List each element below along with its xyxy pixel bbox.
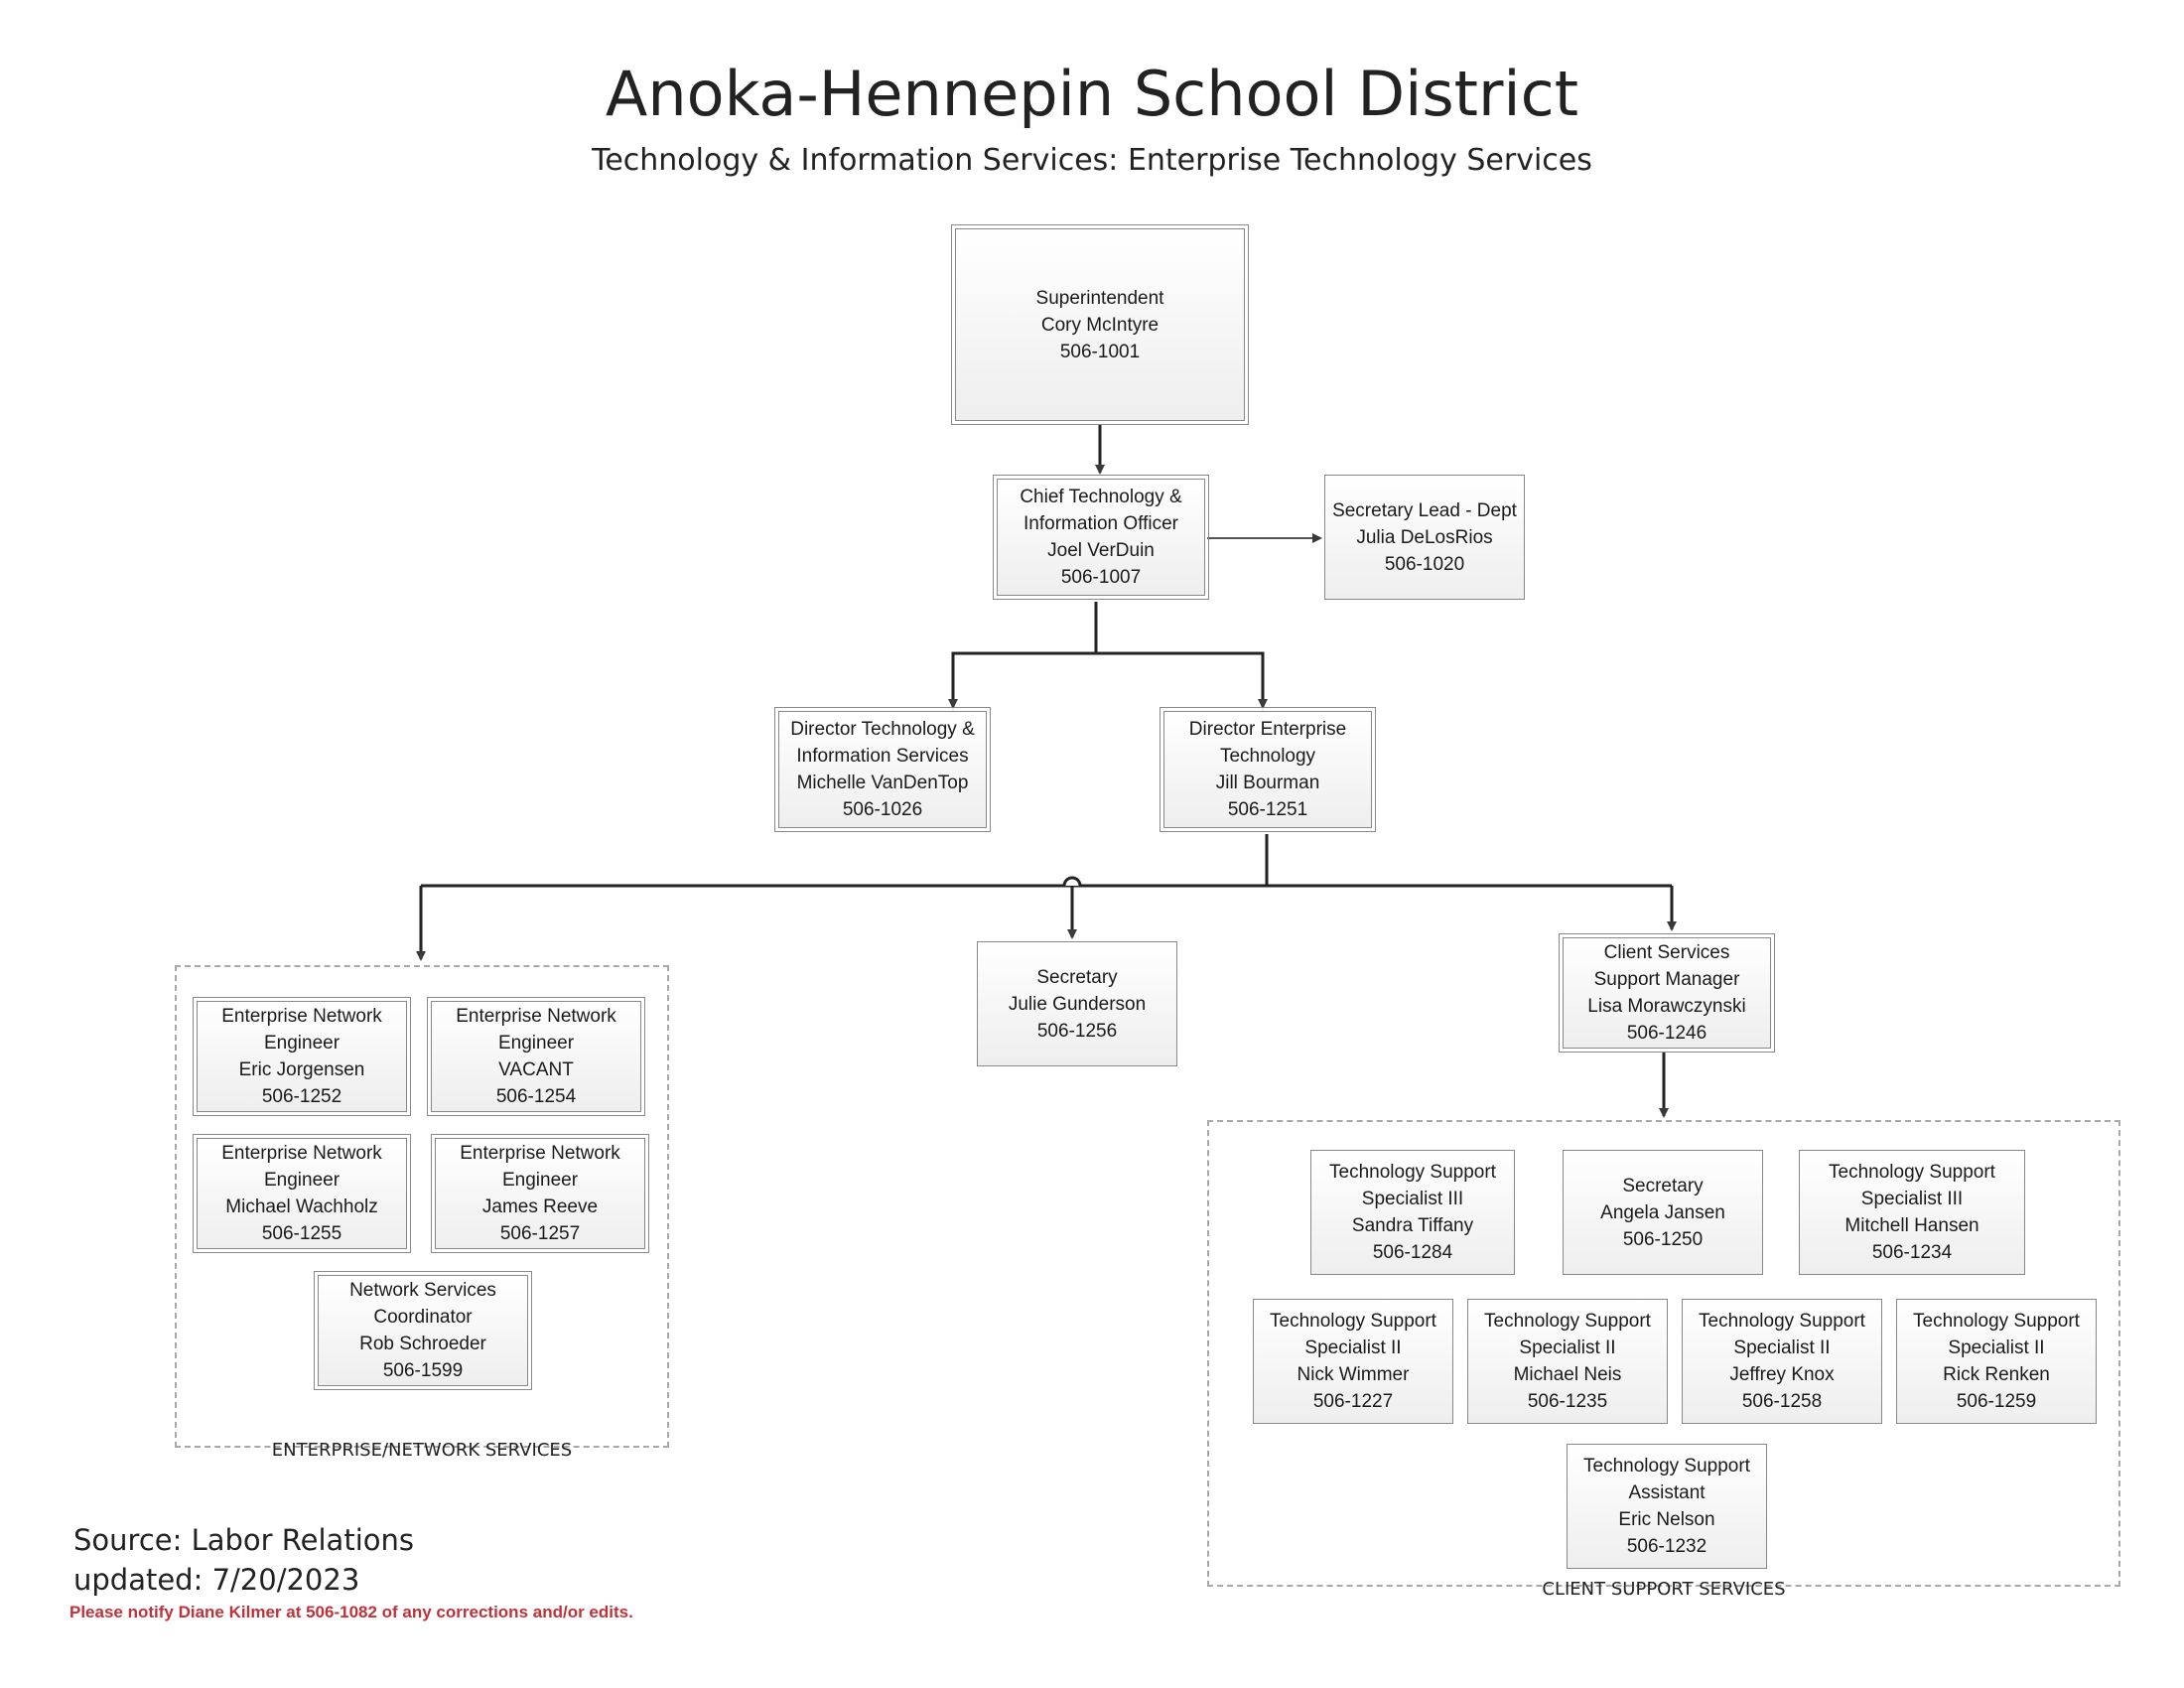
node-phone: 506-1599 — [382, 1360, 464, 1381]
node-director-et[interactable] — [1163, 711, 1372, 828]
node-phone: 506-1258 — [1741, 1391, 1823, 1412]
node-title: Technology Support — [1699, 1311, 1865, 1332]
node-title: Specialist II — [1733, 1337, 1831, 1358]
node-title: Information Services — [796, 746, 969, 767]
node-phone: 506-1252 — [261, 1086, 342, 1107]
node-title: Technology Support — [1270, 1311, 1436, 1332]
node-name: Rob Schroeder — [359, 1334, 486, 1354]
node-title: Secretary — [1036, 966, 1118, 988]
node-client-member[interactable] — [1799, 1150, 2025, 1275]
node-title: Engineer — [497, 1033, 575, 1054]
node-title: Technology Support — [1484, 1311, 1651, 1332]
node-client-member[interactable] — [1567, 1444, 1767, 1569]
node-title: Superintendent — [1035, 287, 1164, 309]
node-title: Specialist III — [1361, 1189, 1464, 1209]
node-name: Lisa Morawczynski — [1587, 996, 1746, 1017]
node-title: Support Manager — [1593, 969, 1740, 990]
node-name: VACANT — [498, 1059, 574, 1080]
node-phone: 506-1246 — [1626, 1023, 1707, 1044]
node-name: Jill Bourman — [1215, 773, 1320, 793]
node-phone: 506-1255 — [261, 1223, 342, 1244]
node-phone: 506-1020 — [1384, 553, 1465, 575]
node-title: Technology Support — [1583, 1456, 1750, 1477]
node-title: Technology Support — [1329, 1162, 1496, 1183]
node-phone: 506-1007 — [1060, 567, 1142, 588]
node-client-member[interactable] — [1310, 1150, 1515, 1275]
node-phone: 506-1284 — [1372, 1242, 1453, 1263]
node-phone: 506-1250 — [1622, 1228, 1704, 1250]
node-enterprise-member[interactable] — [435, 1138, 645, 1249]
node-name: James Reeve — [481, 1196, 599, 1217]
node-enterprise-member[interactable] — [197, 1001, 407, 1112]
node-phone: 506-1251 — [1227, 799, 1308, 820]
node-client-member[interactable] — [1563, 1150, 1763, 1275]
node-title: Enterprise Network — [221, 1143, 382, 1164]
node-title: Technology — [1219, 746, 1316, 767]
node-title: Technology Support — [1913, 1311, 2080, 1332]
client-group-label: CLIENT SUPPORT SERVICES — [1542, 1579, 1786, 1600]
node-phone: 506-1235 — [1527, 1391, 1608, 1412]
node-enterprise-member[interactable] — [318, 1275, 528, 1386]
node-phone: 506-1227 — [1312, 1391, 1394, 1412]
node-name: Cory McIntyre — [1040, 314, 1160, 336]
node-client-manager[interactable] — [1563, 937, 1771, 1049]
node-title: Secretary Lead - Dept — [1332, 499, 1517, 521]
node-name: Joel VerDuin — [1047, 540, 1155, 561]
node-title: Secretary — [1622, 1175, 1704, 1196]
node-title: Specialist II — [1519, 1337, 1616, 1358]
node-superintendent[interactable] — [955, 228, 1245, 421]
node-name: Angela Jansen — [1600, 1201, 1725, 1223]
connector-cio-director-et — [1096, 653, 1263, 707]
updated-date: updated: 7/20/2023 — [73, 1563, 360, 1597]
line-hop — [1064, 878, 1080, 886]
node-client-member[interactable] — [1467, 1299, 1668, 1424]
node-title: Coordinator — [373, 1307, 473, 1328]
node-enterprise-member[interactable] — [197, 1138, 407, 1249]
node-title: Enterprise Network — [460, 1143, 620, 1164]
node-name: Michelle VanDenTop — [796, 773, 969, 793]
node-title: Engineer — [263, 1033, 341, 1054]
node-name: Eric Nelson — [1618, 1509, 1715, 1530]
node-phone: 506-1234 — [1871, 1242, 1953, 1263]
node-name: Nick Wimmer — [1297, 1364, 1410, 1385]
node-title: Network Services — [349, 1280, 496, 1301]
node-name: Julie Gunderson — [1008, 993, 1147, 1015]
node-name: Rick Renken — [1943, 1364, 2050, 1385]
node-phone: 506-1257 — [499, 1223, 581, 1244]
node-title: Enterprise Network — [456, 1006, 616, 1027]
node-name: Eric Jorgensen — [238, 1059, 365, 1080]
node-title: Technology Support — [1829, 1162, 1995, 1183]
node-title: Director Technology & — [790, 719, 975, 740]
node-phone: 506-1001 — [1059, 341, 1141, 362]
node-client-member[interactable] — [1253, 1299, 1453, 1424]
node-title: Director Enterprise — [1188, 719, 1347, 740]
node-title: Client Services — [1603, 942, 1730, 963]
node-secretary-lead[interactable] — [1324, 475, 1525, 600]
node-phone: 506-1232 — [1626, 1536, 1707, 1557]
node-title: Information Officer — [1024, 513, 1178, 534]
node-name: Julia DeLosRios — [1356, 526, 1493, 548]
node-cio[interactable] — [997, 479, 1205, 596]
node-secretary-julie[interactable] — [977, 941, 1177, 1066]
node-phone: 506-1259 — [1956, 1391, 2037, 1412]
node-phone: 506-1254 — [495, 1086, 577, 1107]
node-client-member[interactable] — [1682, 1299, 1882, 1424]
node-title: Specialist II — [1948, 1337, 2045, 1358]
node-name: Michael Wachholz — [225, 1196, 378, 1217]
node-title: Engineer — [263, 1170, 341, 1191]
node-title: Assistant — [1628, 1482, 1706, 1503]
node-director-tis[interactable] — [778, 711, 987, 828]
node-phone: 506-1256 — [1036, 1020, 1118, 1042]
connector-cio-director-tis — [953, 602, 1096, 707]
node-name: Mitchell Hansen — [1844, 1215, 1979, 1236]
node-enterprise-member[interactable] — [431, 1001, 641, 1112]
node-phone: 506-1026 — [842, 799, 923, 820]
node-title: Specialist II — [1304, 1337, 1402, 1358]
node-name: Sandra Tiffany — [1351, 1215, 1474, 1236]
node-title: Chief Technology & — [1020, 487, 1182, 507]
page-subtitle: Technology & Information Services: Enterprise Technology Services — [592, 143, 1592, 178]
node-title: Engineer — [501, 1170, 579, 1191]
enterprise-group-label: ENTERPRISE/NETWORK SERVICES — [271, 1440, 573, 1461]
node-title: Specialist III — [1860, 1189, 1964, 1209]
node-title: Enterprise Network — [221, 1006, 382, 1027]
node-name: Jeffrey Knox — [1729, 1364, 1835, 1385]
page-title: Anoka-Hennepin School District — [605, 58, 1579, 130]
source-text: Source: Labor Relations — [73, 1523, 414, 1557]
node-name: Michael Neis — [1513, 1364, 1622, 1385]
node-client-member[interactable] — [1896, 1299, 2097, 1424]
corrections-notice: Please notify Diane Kilmer at 506-1082 of any corrections and/or edits. — [69, 1603, 633, 1621]
